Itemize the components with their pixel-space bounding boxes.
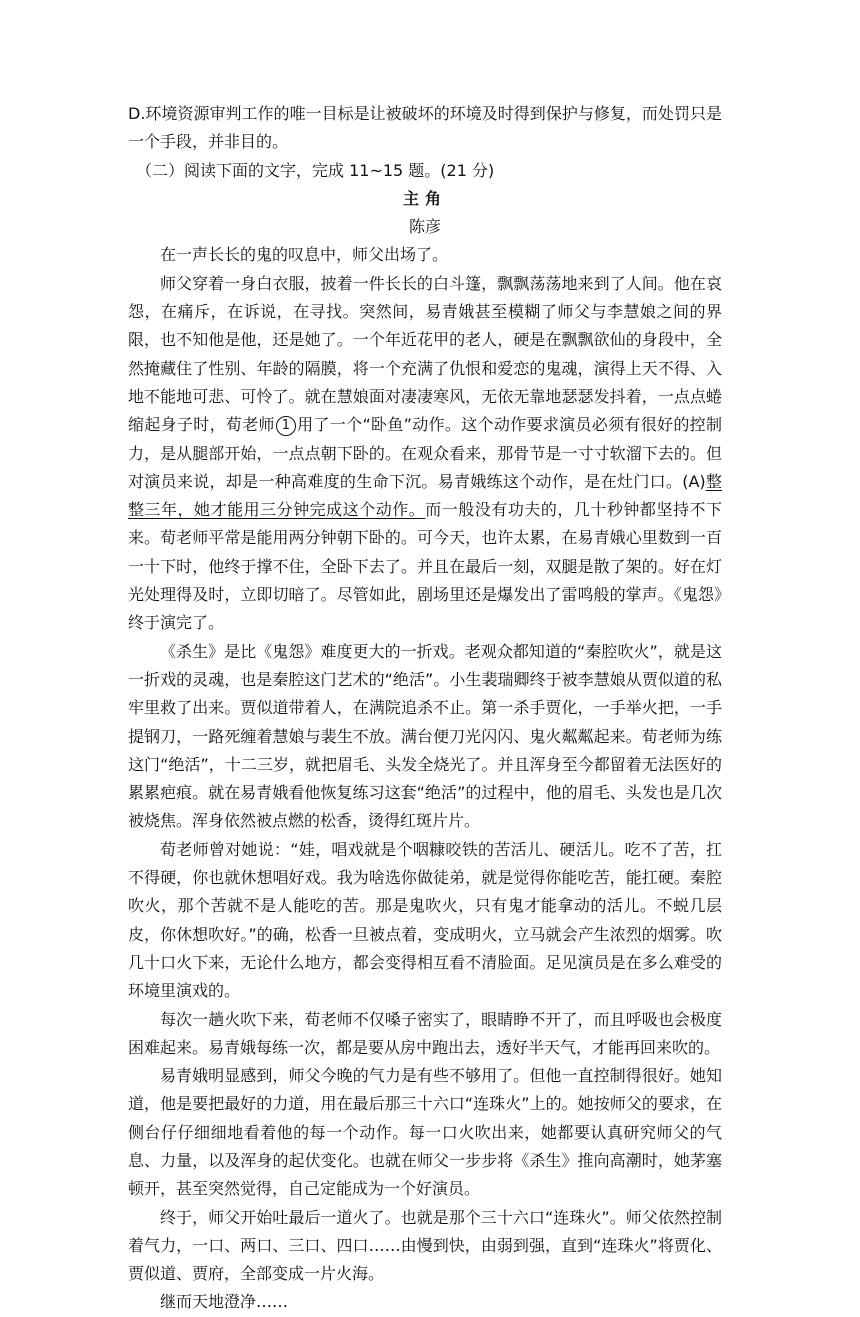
paragraph-2-part3: 而一般没有功夫的，几十秒钟都坚持不下来。荀老师平常是能用两分钟朝下卧的。可今天，也许太累，在易青娥心里数到一百一十下时，他终于撑不住，全卧下去了。并且在最后一刻，双腿是散了架的。好在灯光处理得及时，立即切暗了。尽管如此，剧场里还是爆发出了雷鸣般的掌声。《鬼怨》终于演完了。 xyxy=(128,500,722,633)
paragraph-8: 继而天地澄净…… xyxy=(160,1292,289,1312)
paragraph-7: 终于，师父开始吐最后一道火了。也就是那个三十六口“连珠火”。师父依然控制着气力，一口、两口、三口、四口……由慢到快，由弱到强，直到“连珠火”将贾化、贾似道、贾府，全部变成一片火海。 xyxy=(128,1207,722,1284)
article-title: 主角 xyxy=(402,188,447,208)
paragraph-2-part1: 师父穿着一身白衣服，披着一件长长的白斗篷，飘飘荡荡地来到了人间。他在哀怨，在痛斥，在诉说，在寻找。突然间，易青娥甚至模糊了师父与李慧娘之间的界限，也不知他是他，还是她了。一个年近花甲的老人，硬是在飘飘欲仙的身段中，全然掩藏住了性别、年龄的隔膜，将一个充满了仇恨和爱恋的鬼魂，演得上天不得、入地不能地可悲、可怜了。就在慧娘面对凄凄寒风，无依无靠地瑟瑟发抖着，一点点蜷缩起身子时，荀老师 xyxy=(128,273,722,435)
underlined-sentence-a: 整整三年，她才能用三分钟完成这个动作。 xyxy=(128,471,722,520)
paragraph-5: 每次一趟火吹下来，荀老师不仅嗓子密实了，眼睛睁不开了，而且呼吸也会极度困难起来。易青娥每练一次，都是要从房中跑出去，透好半天气，才能再回来吹的。 xyxy=(128,1009,722,1057)
document-page xyxy=(128,100,722,1317)
circled-marker-1: 1 xyxy=(276,416,296,436)
marker-a: (A) xyxy=(682,471,706,491)
article-author: 陈彦 xyxy=(408,217,441,237)
paragraph-3: 《杀生》是比《鬼怨》难度更大的一折戏。老观众都知道的“秦腔吹火”，就是这一折戏的灵魂，也是秦腔这门艺术的“绝活”。小生裴瑞卿终于被李慧娘从贾似道的私牢里救了出来。贾似道带着人，在满院追杀不止。第一杀手贾化，一手举火把，一手提钢刀，一路死缠着慧娘与裴生不放。满台便刀光闪闪、鬼火粼粼起来。荀老师为练这门“绝活”，十二三岁，就把眉毛、头发全烧光了。并且浑身至今都留着无法医好的累累疤痕。就在易青娥看他恢复练习这套“绝活”的过程中，他的眉毛、头发也是几次被烧焦。浑身依然被点燃的松香，烫得红斑片片。 xyxy=(128,641,722,831)
section-heading: （二）阅读下面的文字，完成 11~15 题。(21 分) xyxy=(136,160,495,180)
paragraph-4: 荀老师曾对她说：“娃，唱戏就是个咽糠咬铁的苦活儿、硬活儿。吃不了苦，扛不得硬，你也就休想唱好戏。我为啥选你做徒弟，就是觉得你能吃苦，能扛硬。秦腔吹火，那个苦就不是人能吃的苦。那是鬼吹火，只有鬼才能拿动的活儿。不蜕几层皮，你休想吹好。”的确，松香一旦被点着，变成明火，立马就会产生浓烈的烟雾。吹几十口火下来，无论什么地方，都会变得相互看不清脸面。足见演员是在多么难受的环境里演戏的。 xyxy=(128,839,722,1001)
paragraph-2 xyxy=(128,270,722,638)
option-d: D.环境资源审判工作的唯一目标是让被破坏的环境及时得到保护与修复，而处罚只是一个手段，并非目的。 xyxy=(128,104,722,152)
paragraph-6: 易青娥明显感到，师父今晚的气力是有些不够用了。但他一直控制得很好。她知道，他是要把最好的力道，用在最后那三十六口“连珠火”上的。她按师父的要求，在侧台仔仔细细地看着他的每一个动作。每一口火吹出来，她都要认真研究师父的气息、力量，以及浑身的起伏变化。也就在师父一步步将《杀生》推向高潮时，她茅塞顿开，甚至突然觉得，自己定能成为一个好演员。 xyxy=(128,1066,722,1199)
paragraph-2-part2: 用了一个“卧鱼”动作。这个动作要求演员必须有很好的控制力，是从腿部开始，一点点朝下卧的。在观众看来，那骨节是一寸寸软溜下去的。但对演员来说，却是一种高难度的生命下沉。易青娥练这个动作，是在灶门口。 xyxy=(128,415,722,491)
paragraph-1: 在一声长长的鬼的叹息中，师父出场了。 xyxy=(160,245,449,265)
